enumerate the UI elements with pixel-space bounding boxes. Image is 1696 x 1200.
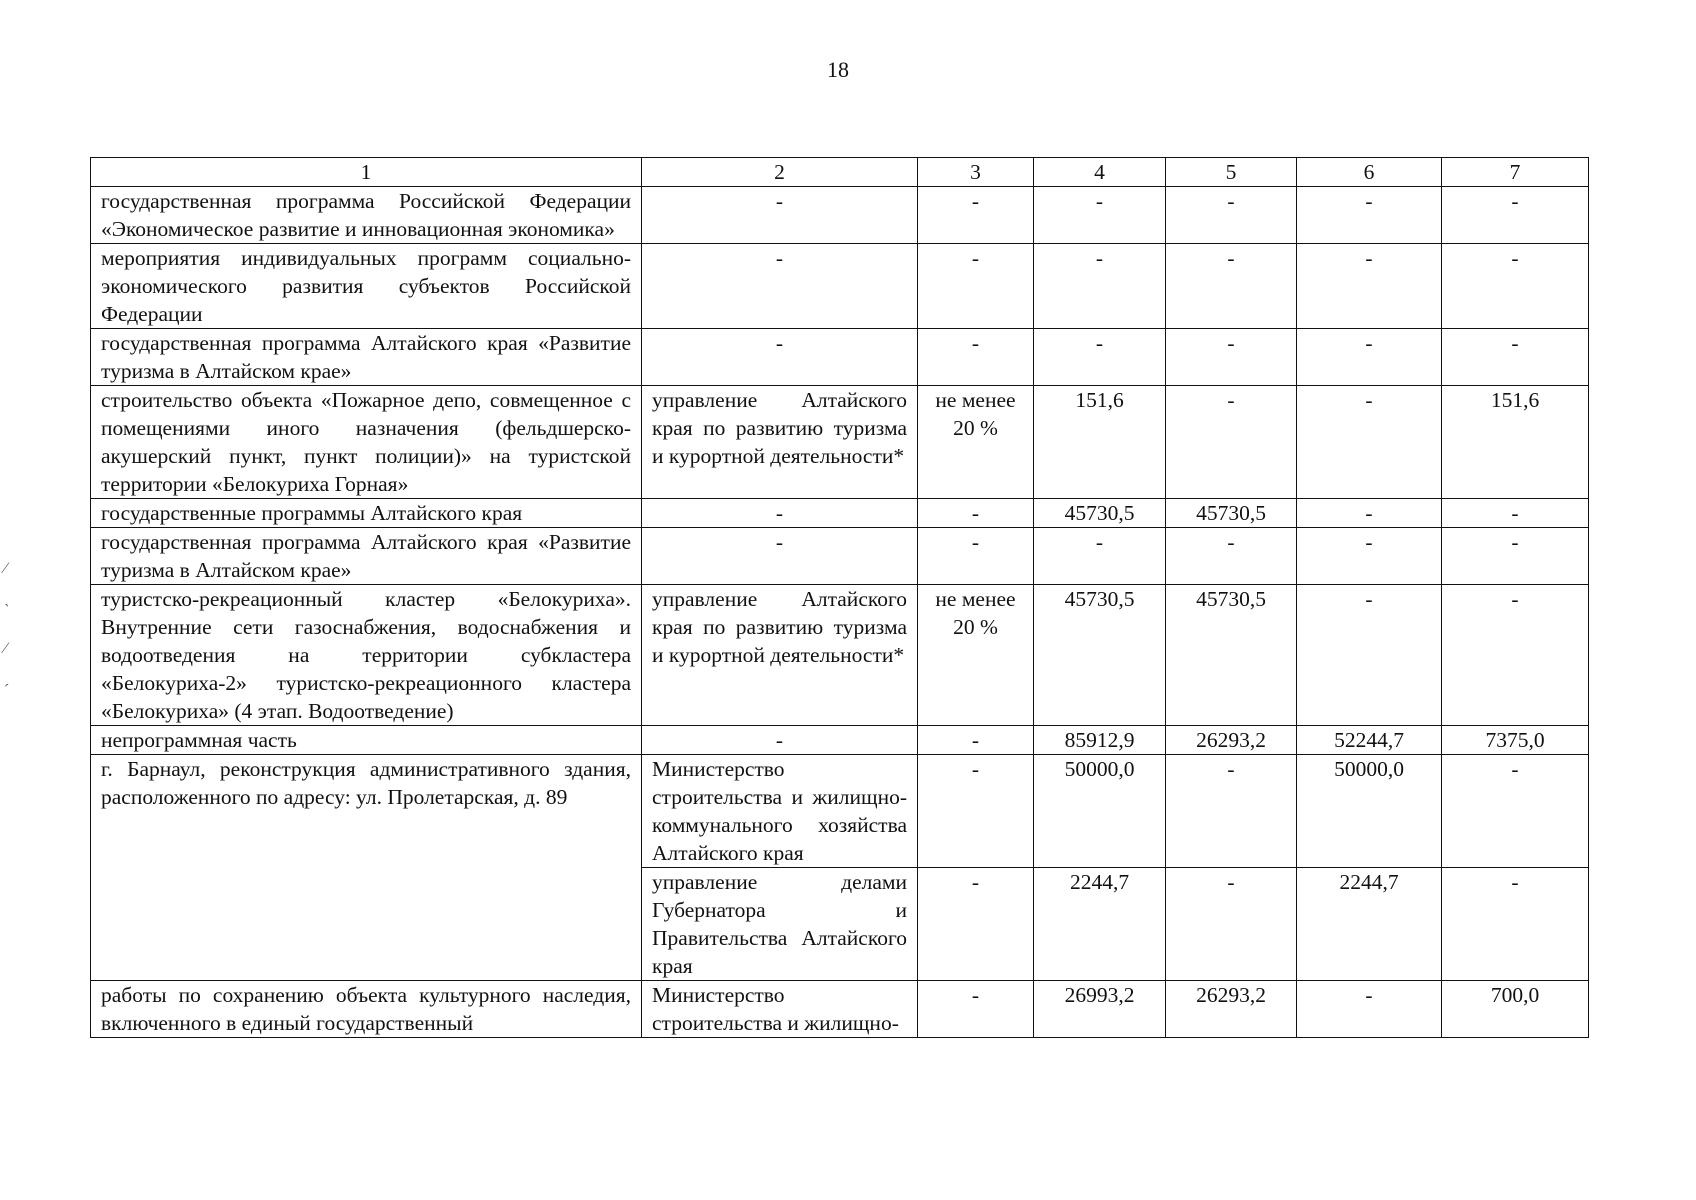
column-header-6: 6 <box>1297 158 1442 187</box>
value-cell: - <box>1442 244 1589 329</box>
value-cell: - <box>1297 187 1442 244</box>
value-cell: 50000,0 <box>1297 755 1442 868</box>
column-header-2: 2 <box>642 158 918 187</box>
value-cell: - <box>918 755 1034 868</box>
value-cell: - <box>1034 528 1166 585</box>
table-row <box>91 329 1589 386</box>
value-cell: 45730,5 <box>1166 585 1297 726</box>
value-cell: 700,0 <box>1442 981 1589 1038</box>
value-cell: - <box>1297 585 1442 726</box>
row-name-cell: государственная программа Российской Федерации «Экономическое развитие и инновационная экономика» <box>91 187 642 244</box>
value-cell: - <box>1166 528 1297 585</box>
value-cell: - <box>1297 528 1442 585</box>
value-cell: 45730,5 <box>1166 499 1297 528</box>
executor-cell: - <box>642 528 918 585</box>
table-row <box>91 755 1589 868</box>
value-cell: - <box>1442 585 1589 726</box>
executor-cell: - <box>642 187 918 244</box>
value-cell: - <box>918 528 1034 585</box>
value-cell: 2244,7 <box>1034 868 1166 981</box>
row-name-cell: мероприятия индивидуальных программ социально-экономического развития субъектов Российской Федерации <box>91 244 642 329</box>
row-name-cell: туристско-рекреационный кластер «Белокуриха». Внутренние сети газоснабжения, водоснабжения и водоотведения на территории субкластера «Белокуриха-2» туристско-рекреационного кластера «Белокуриха» (4 этап. Водоотведение) <box>91 585 642 726</box>
column-header-3: 3 <box>918 158 1034 187</box>
column-header-4: 4 <box>1034 158 1166 187</box>
value-cell: 26293,2 <box>1166 726 1297 755</box>
value-cell: - <box>918 981 1034 1038</box>
column-header-5: 5 <box>1166 158 1297 187</box>
value-cell: - <box>1166 386 1297 499</box>
header-row <box>91 158 1589 187</box>
margin-pencil-mark: ⁄ <box>4 560 7 577</box>
executor-cell: - <box>642 726 918 755</box>
value-cell: 50000,0 <box>1034 755 1166 868</box>
table-row <box>91 499 1589 528</box>
value-cell: - <box>1442 755 1589 868</box>
column-header-1: 1 <box>91 158 642 187</box>
executor-cell: - <box>642 244 918 329</box>
value-cell: - <box>1166 755 1297 868</box>
table-row <box>91 528 1589 585</box>
executor-cell: управление Алтайского края по развитию туризма и курортной деятельности* <box>642 585 918 726</box>
value-cell: - <box>1297 329 1442 386</box>
page-number: 18 <box>827 57 849 82</box>
row-name-cell: непрограммная часть <box>91 726 642 755</box>
value-cell: - <box>918 726 1034 755</box>
executor-cell: управление делами Губернатора и Правительства Алтайского края <box>642 868 918 981</box>
executor-cell: Министерство строительства и жилищно-коммунального хозяйства Алтайского края <box>642 755 918 868</box>
margin-pencil-mark: ˎ <box>4 590 10 607</box>
table-row <box>91 386 1589 499</box>
value-cell: - <box>1166 329 1297 386</box>
table-row <box>91 187 1589 244</box>
row-name-cell: государственная программа Алтайского края «Развитие туризма в Алтайском крае» <box>91 329 642 386</box>
executor-cell: Министерство строительства и жилищно- <box>642 981 918 1038</box>
value-cell: 52244,7 <box>1297 726 1442 755</box>
value-cell: 151,6 <box>1034 386 1166 499</box>
value-cell: - <box>1034 187 1166 244</box>
value-cell: - <box>1166 868 1297 981</box>
value-cell: - <box>1297 499 1442 528</box>
value-cell: - <box>1442 499 1589 528</box>
value-cell: 85912,9 <box>1034 726 1166 755</box>
value-cell: - <box>1166 244 1297 329</box>
table-row <box>91 585 1589 726</box>
value-cell: 26293,2 <box>1166 981 1297 1038</box>
row-name-cell: государственные программы Алтайского края <box>91 499 642 528</box>
value-cell: 26993,2 <box>1034 981 1166 1038</box>
value-cell: не менее 20 % <box>918 386 1034 499</box>
value-cell: - <box>1166 187 1297 244</box>
margin-pencil-mark: ˏ <box>4 670 10 687</box>
row-name-cell: строительство объекта «Пожарное депо, совмещенное с помещениями иного назначения (фельдшерско-акушерский пункт, пункт полиции)» на туристской территории «Белокуриха Горная» <box>91 386 642 499</box>
row-name-cell: государственная программа Алтайского края «Развитие туризма в Алтайском крае» <box>91 528 642 585</box>
value-cell: не менее 20 % <box>918 585 1034 726</box>
budget-table-container <box>90 157 1589 1038</box>
value-cell: - <box>1297 244 1442 329</box>
row-name-cell: работы по сохранению объекта культурного наследия, включенного в единый государственный <box>91 981 642 1038</box>
table-row <box>91 726 1589 755</box>
column-header-7: 7 <box>1442 158 1589 187</box>
value-cell: - <box>918 329 1034 386</box>
value-cell: - <box>1034 244 1166 329</box>
value-cell: - <box>1297 386 1442 499</box>
table-row <box>91 244 1589 329</box>
value-cell: - <box>1297 981 1442 1038</box>
table-row <box>91 981 1589 1038</box>
value-cell: - <box>1442 868 1589 981</box>
value-cell: 151,6 <box>1442 386 1589 499</box>
value-cell: - <box>918 187 1034 244</box>
budget-table <box>90 157 1589 1038</box>
value-cell: - <box>1034 329 1166 386</box>
value-cell: - <box>918 244 1034 329</box>
value-cell: 2244,7 <box>1297 868 1442 981</box>
value-cell: 45730,5 <box>1034 585 1166 726</box>
value-cell: - <box>918 868 1034 981</box>
executor-cell: - <box>642 499 918 528</box>
executor-cell: - <box>642 329 918 386</box>
value-cell: 7375,0 <box>1442 726 1589 755</box>
value-cell: - <box>1442 329 1589 386</box>
value-cell: - <box>1442 187 1589 244</box>
margin-pencil-mark: ⁄ <box>4 640 7 657</box>
executor-cell: управление Алтайского края по развитию туризма и курортной деятельности* <box>642 386 918 499</box>
value-cell: - <box>918 499 1034 528</box>
value-cell: - <box>1442 528 1589 585</box>
value-cell: 45730,5 <box>1034 499 1166 528</box>
row-name-cell: г. Барнаул, реконструкция административного здания, расположенного по адресу: ул. Пролетарская, д. 89 <box>91 755 642 981</box>
